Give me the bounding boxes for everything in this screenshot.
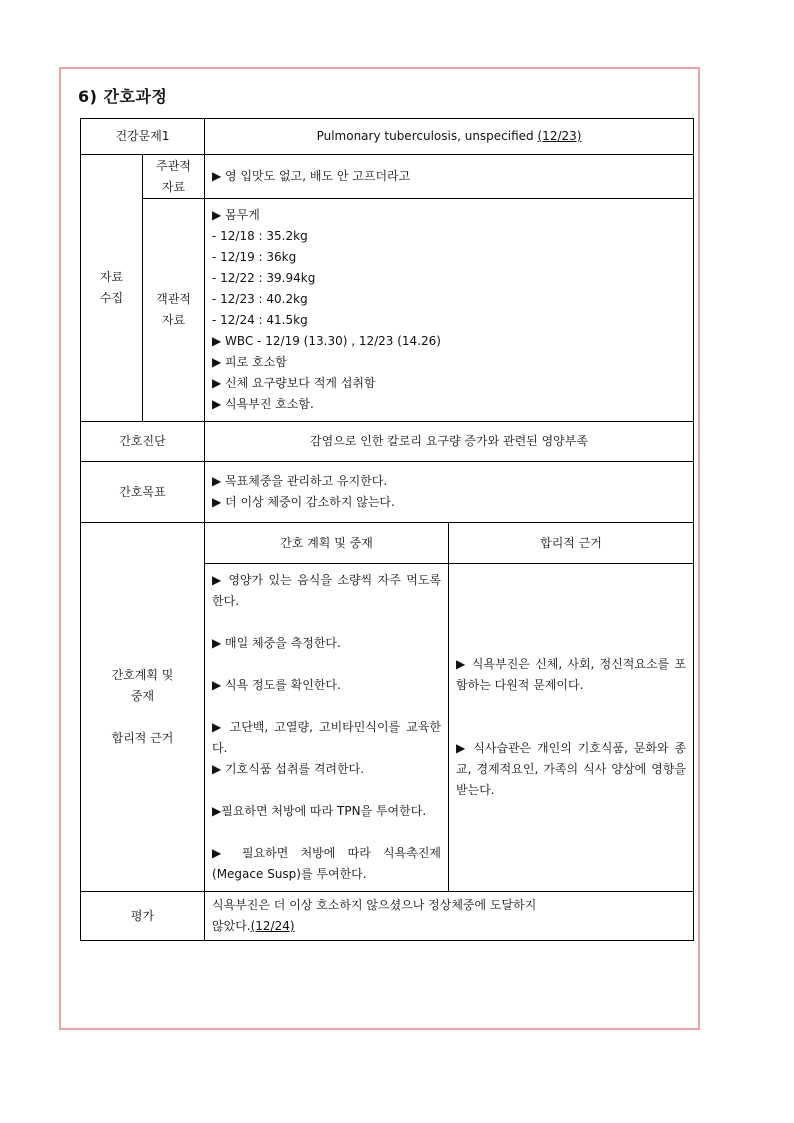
evaluation-line2-text: 않았다.	[212, 919, 251, 933]
intervention-item: ▶필요하면 처방에 따라 TPN을 투여한다.	[212, 804, 427, 818]
plan-label-line1: 간호계획 및	[111, 668, 174, 682]
row-plan-header	[81, 523, 694, 564]
evaluation-line1: 식욕부진은 더 이상 호소하지 않으셨으나 정상체중에 도달하지	[212, 898, 537, 912]
goal-line: ▶ 목표체중을 관리하고 유지한다.	[212, 474, 388, 488]
intervention-item: ▶ 식욕 정도를 확인한다.	[212, 678, 341, 692]
diagnosis-text: 감염으로 인한 칼로리 요구량 증가와 관련된 영양부족	[205, 422, 694, 462]
goal-line: ▶ 더 이상 체중이 감소하지 않는다.	[212, 495, 395, 509]
row-objective-data	[81, 199, 694, 422]
nursing-process-table	[80, 118, 694, 941]
row-goal	[81, 462, 694, 523]
objective-line: - 12/22 : 39.94kg	[212, 271, 316, 285]
subjective-label-line2: 자료	[161, 179, 186, 194]
intervention-item: ▶ 고단백, 고열량, 고비타민식이를 교육한다.	[212, 720, 442, 755]
plan-label-line2: 중재	[130, 689, 155, 703]
objective-data	[205, 199, 694, 422]
subjective-label	[143, 155, 205, 199]
objective-line: - 12/23 : 40.2kg	[212, 292, 308, 306]
diagnosis-label: 간호진단	[81, 422, 205, 462]
plan-label-line3: 합리적 근거	[111, 731, 174, 745]
health-problem-label: 건강문제1	[81, 119, 205, 155]
health-problem-value	[205, 119, 694, 155]
objective-line: - 12/18 : 35.2kg	[212, 229, 308, 243]
objective-label-line2: 자료	[161, 313, 186, 327]
rationale-item: ▶ 식사습관은 개인의 기호식품, 문화와 종교, 경제적요인, 가족의 식사 양상에 영향을 받는다.	[456, 741, 687, 797]
health-problem-text: Pulmonary tuberculosis, unspecified	[316, 129, 534, 143]
objective-line: ▶ 피로 호소함	[212, 355, 287, 369]
objective-label-line1: 객관적	[156, 292, 191, 306]
subjective-label-line1: 주관적	[156, 158, 191, 173]
section-title: 6) 간호과정	[78, 87, 168, 106]
evaluation-line2	[212, 916, 686, 937]
intervention-item: ▶ 매일 체중을 측정한다.	[212, 636, 341, 650]
rationale-column-header: 합리적 근거	[449, 523, 694, 564]
objective-line: - 12/24 : 41.5kg	[212, 313, 308, 327]
data-collection-label	[81, 155, 143, 422]
goal-list	[205, 462, 694, 523]
row-evaluation	[81, 892, 694, 941]
plan-label	[81, 523, 205, 892]
goal-label: 간호목표	[81, 462, 205, 523]
intervention-list	[205, 564, 449, 892]
intervention-item: ▶ 영양가 있는 음식을 소량씩 자주 먹도록 한다.	[212, 573, 442, 608]
subjective-text: ▶ 영 입맛도 없고, 배도 안 고프더라고	[205, 155, 694, 199]
health-problem-date: (12/23)	[537, 129, 582, 143]
objective-label	[143, 199, 205, 422]
data-collection-label-line2: 수집	[99, 291, 124, 305]
intervention-item: ▶ 기호식품 섭취를 격려한다.	[212, 762, 365, 776]
rationale-item: ▶ 식욕부진은 신체, 사회, 정신적요소를 포함하는 다원적 문제이다.	[456, 657, 687, 692]
objective-line: - 12/19 : 36kg	[212, 250, 297, 264]
evaluation-date: (12/24)	[250, 919, 295, 933]
intervention-column-header: 간호 계획 및 중재	[205, 523, 449, 564]
objective-line: ▶ 식욕부진 호소함.	[212, 397, 314, 411]
data-collection-label-line1: 자료	[99, 270, 124, 284]
evaluation-text	[205, 892, 694, 941]
row-health-problem	[81, 119, 694, 155]
evaluation-label: 평가	[81, 892, 205, 941]
row-diagnosis	[81, 422, 694, 462]
objective-line: ▶ 신체 요구량보다 적게 섭취함	[212, 376, 376, 390]
objective-line: ▶ WBC - 12/19 (13.30) , 12/23 (14.26)	[212, 334, 441, 348]
intervention-item: ▶ 필요하면 처방에 따라 식욕촉진제(Megace Susp)를 투여한다.	[212, 846, 442, 881]
row-subjective-data	[81, 155, 694, 199]
objective-line: ▶ 몸무게	[212, 208, 260, 222]
rationale-list	[449, 564, 694, 892]
